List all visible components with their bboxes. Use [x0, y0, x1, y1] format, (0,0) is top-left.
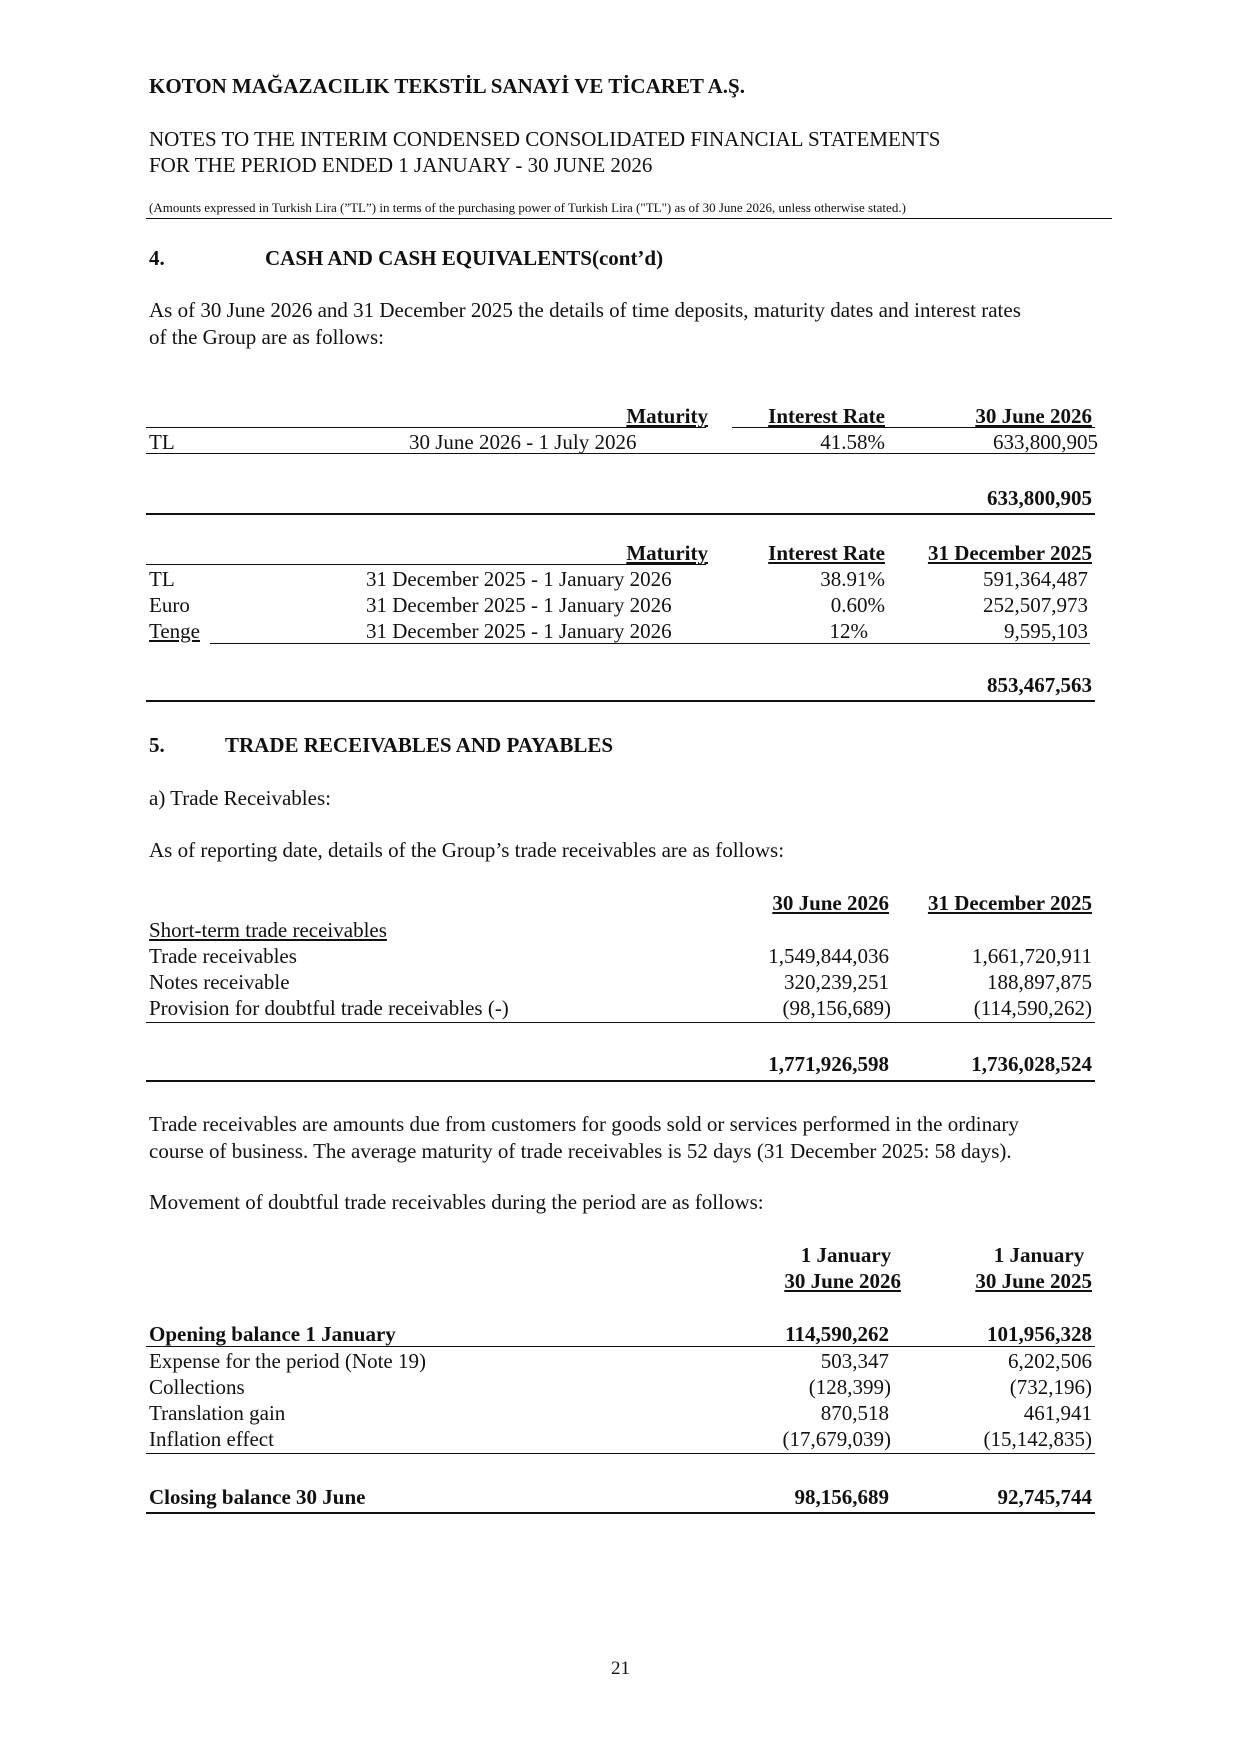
col-30-june-2026: 30 June 2026	[772, 891, 889, 915]
table-rule	[146, 427, 706, 428]
value-2025: (114,590,262)	[973, 996, 1092, 1020]
total-amount: 853,467,563	[987, 673, 1092, 697]
row-label: Notes receivable	[149, 970, 290, 994]
col-interest-rate: Interest Rate	[768, 404, 885, 428]
opening-balance-label: Opening balance 1 January	[149, 1322, 396, 1346]
table-rule	[146, 1022, 1095, 1023]
table-rule	[146, 564, 706, 565]
total-rule	[146, 513, 1095, 515]
col1-header-bottom: 30 June 2026	[784, 1269, 901, 1293]
table-rule	[146, 453, 1095, 454]
opening-balance-2025: 101,956,328	[987, 1322, 1092, 1346]
amount-cell: 9,595,103	[1004, 619, 1088, 643]
rate-cell: 12%	[829, 619, 868, 643]
closing-balance-label: Closing balance 30 June	[149, 1485, 366, 1509]
amounts-note: (Amounts expressed in Turkish Lira (”TL”) in terms of the purchasing power of Turkish Lira ("TL") as of 30 June 2026, unless otherwise stated.)	[149, 200, 906, 215]
currency-cell: Tenge	[149, 619, 201, 643]
currency-cell: TL	[149, 567, 175, 591]
value-2025: 6,202,506	[1008, 1349, 1092, 1373]
row-label: Inflation effect	[149, 1427, 274, 1451]
col-interest-rate: Interest Rate	[768, 541, 885, 565]
row-label: Trade receivables	[149, 944, 297, 968]
document-period: FOR THE PERIOD ENDED 1 JANUARY - 30 JUNE 2026	[149, 153, 653, 177]
maturity-cell: 31 December 2025 - 1 January 2026	[366, 619, 672, 643]
value-2025: 188,897,875	[987, 970, 1092, 994]
value-2026: 320,239,251	[784, 970, 889, 994]
value-2025: (15,142,835)	[983, 1427, 1092, 1451]
currency-cell: Euro	[149, 593, 190, 617]
value-2026: (17,679,039)	[782, 1427, 891, 1451]
maturity-cell: 31 December 2025 - 1 January 2026	[366, 593, 672, 617]
value-2025: 461,941	[1023, 1401, 1092, 1425]
value-2025: 1,661,720,911	[972, 944, 1092, 968]
rate-cell: 41.58%	[820, 430, 885, 454]
value-2026: (128,399)	[808, 1375, 891, 1399]
col-maturity: Maturity	[626, 404, 708, 428]
col2-header-top: 1 January	[993, 1243, 1085, 1267]
maturity-cell: 31 December 2025 - 1 January 2026	[366, 567, 672, 591]
row-label: Provision for doubtful trade receivables (-)	[149, 996, 509, 1020]
rate-cell: 0.60%	[830, 593, 885, 617]
total-rule	[146, 700, 1095, 702]
opening-balance-2026: 114,590,262	[785, 1322, 889, 1346]
document-title: NOTES TO THE INTERIM CONDENSED CONSOLIDATED FINANCIAL STATEMENTS	[149, 127, 941, 151]
value-2025: (732,196)	[1009, 1375, 1092, 1399]
receivables-description-line2: course of business. The average maturity of trade receivables is 52 days (31 December 2025: 58 days).	[149, 1139, 1012, 1163]
header-rule	[146, 218, 1112, 219]
total-2026: 1,771,926,598	[768, 1052, 889, 1076]
col-maturity: Maturity	[626, 541, 708, 565]
section-4-number: 4.	[149, 246, 165, 270]
total-rule	[146, 1512, 1095, 1514]
rate-cell: 38.91%	[820, 567, 885, 591]
page-number: 21	[611, 1658, 630, 1679]
col-amount: 30 June 2026	[975, 404, 1092, 428]
table-rule	[732, 427, 1095, 428]
maturity-cell: 30 June 2026 - 1 July 2026	[409, 430, 637, 454]
trade-receivables-subheading: a) Trade Receivables:	[149, 786, 331, 810]
amount-cell: 591,364,487	[983, 567, 1088, 591]
row-label: Translation gain	[149, 1401, 286, 1425]
row-label: Collections	[149, 1375, 245, 1399]
section-4-intro-line1: As of 30 June 2026 and 31 December 2025 the details of time deposits, maturity dates and interest rates	[149, 298, 1021, 322]
col-amount: 31 December 2025	[927, 541, 1092, 565]
table-rule	[146, 1346, 1095, 1347]
amount-cell: 633,800,905	[993, 430, 1098, 454]
col1-header-top: 1 January	[800, 1243, 892, 1267]
value-2026: (98,156,689)	[782, 996, 891, 1020]
short-term-label: Short-term trade receivables	[149, 918, 387, 942]
col2-header-bottom: 30 June 2025	[975, 1269, 1092, 1293]
table-rule	[210, 643, 1090, 644]
currency-cell: TL	[149, 430, 175, 454]
total-amount: 633,800,905	[987, 486, 1092, 510]
value-2026: 503,347	[820, 1349, 889, 1373]
col-31-december-2025: 31 December 2025	[927, 891, 1092, 915]
section-5-title: TRADE RECEIVABLES AND PAYABLES	[225, 733, 614, 757]
section-5-number: 5.	[149, 733, 165, 757]
movement-intro: Movement of doubtful trade receivables during the period are as follows:	[149, 1190, 764, 1214]
table-rule	[146, 1453, 1095, 1454]
closing-balance-2026: 98,156,689	[794, 1485, 889, 1509]
receivables-description-line1: Trade receivables are amounts due from customers for goods sold or services performed in the ordinary	[149, 1112, 1019, 1136]
company-name: KOTON MAĞAZACILIK TEKSTİL SANAYİ VE TİCARET A.Ş.	[149, 74, 745, 98]
closing-balance-2025: 92,745,744	[997, 1485, 1092, 1509]
section-4-intro-line2: of the Group are as follows:	[149, 325, 385, 349]
row-label: Expense for the period (Note 19)	[149, 1349, 426, 1373]
value-2026: 1,549,844,036	[768, 944, 889, 968]
total-rule	[146, 1080, 1095, 1082]
section-4-title: CASH AND CASH EQUIVALENTS(cont’d)	[265, 246, 664, 270]
receivables-intro: As of reporting date, details of the Group’s trade receivables are as follows:	[149, 838, 785, 862]
total-2025: 1,736,028,524	[971, 1052, 1092, 1076]
value-2026: 870,518	[820, 1401, 889, 1425]
amount-cell: 252,507,973	[983, 593, 1088, 617]
